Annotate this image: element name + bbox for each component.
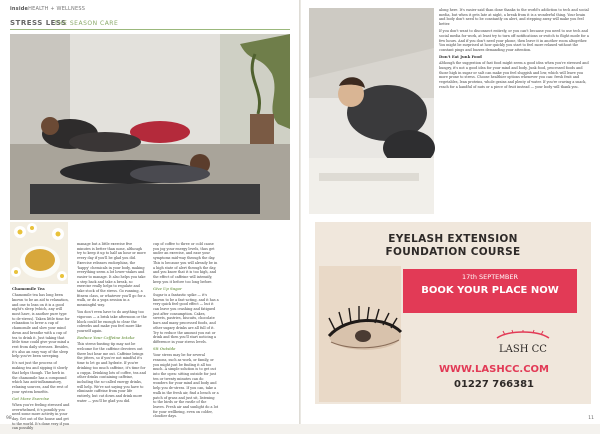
paragraph: When you're feeling stressed and overwhelmed, it's possibly you need some more activity in your day. Get out of the house and get to the world. It's done very if you can possibly — [12, 402, 70, 431]
subheading-exercise: Get More Exercise — [12, 396, 49, 401]
left-page — [0, 0, 299, 431]
subheading-chamomile: Chamomile Tea — [12, 286, 45, 291]
paragraph: It's not just the process of making tea and sipping it slowly that helps though. The herb in the chamomile has a compound which has anti-inflammatory, relaxing sources, and the rest of your system benefits. — [12, 361, 68, 394]
page-number: 11 — [588, 416, 594, 421]
paragraph: Your stress may be for several reasons, such as work, or family, or you might just be finding it all too much. A simple solution is to get out into the open: sitting outside for just ten or twenty minutes can do wonders for your mind and body and help you de-stress. If you can, take a walk in the fresh air, find a bench or a patch of grass and just sit, listening to the birds or the rustle of the leaves. Fresh air and sunlight do a lot for your wellbeing, even on colder, cloudier days. — [153, 353, 219, 419]
paragraph: along here. It's easier said than done thanks to the world's addiction to tech and social media, but when it gets late at night, a break from it is a wonderful thing. Your brain and body don't need to be constantly on alert, and stepping away will make you feel better. — [439, 8, 589, 27]
advert-website-link[interactable]: WWW.LASHCC.COM — [438, 364, 550, 375]
advert-title-line-2: FOUNDATION COURSE — [385, 246, 521, 258]
article-column-right — [439, 8, 589, 92]
chamomile-tea-photo — [10, 222, 68, 284]
section-rule — [10, 29, 290, 30]
section-tag: STRESS LESS — [10, 19, 67, 27]
eyelash-course-advert[interactable] — [315, 222, 591, 404]
yoga-class-photo — [10, 34, 290, 220]
paragraph: Sugar is a fantastic spike — it's known to be a fast-acting, and it has a very quick feel-good effect — but it can leave you crashing and fatigued just after consumption. Cakes, sweets, pastries, biscuits, chocolate bars and many processed foods, and other sugary drinks are all full of it. Try to reduce the amount you eat or drink and then you'll start noticing a difference in your stress levels. — [153, 292, 219, 344]
section-subtitle: THE SEASON CARE — [54, 20, 119, 27]
article-column-1 — [12, 286, 70, 434]
page-number: 98 — [6, 416, 12, 421]
paragraph: cup of coffee to three or cold cause you jog your energy levels, thus get under an exercise, and ease your symptoms mid-way through the day. This is because you will already be in a high state of alert through the day, and you know that it is too high, and the effect of caffeine will intensify, keep you it before too long before. — [153, 242, 218, 284]
paragraph: You don't even have to do anything too vigorous — a brisk take afternoon or the block could be enough to clear the cobwebs and make you feel more like yourself again. — [77, 310, 147, 334]
subheading-outside: Sit Outside — [153, 347, 176, 352]
paragraph: If you don't want to disconnect entirely, or you can't because you need to use tech and social media for work, at least try to turn off notifications or switch to flight mode for a few hours. And if you don't need your phone, then leave it in another room altogether. You might be surprised at how quickly you start to feel more relaxed without the constant pings and buzzes demanding your attention. — [439, 29, 589, 53]
subheading-caffeine: Reduce Your Caffeine Intake — [77, 336, 135, 341]
article-column-3 — [153, 242, 219, 421]
woman-relaxing-photo — [309, 8, 434, 214]
subheading-sugar: Give Up Sugar — [153, 286, 182, 291]
advert-title-line-1: EYELASH EXTENSION — [388, 233, 518, 245]
section-banner — [10, 19, 290, 31]
advert-phone-number[interactable]: 01227 766381 — [453, 379, 535, 390]
paragraph: manage but a little exercise five minutes is better than none, although try to keep it up to half an hour or more every day if you'll be glad you did. Exercise releases endorphins, the 'happy' chemicals in your body, making everything seem a lot lower-stakes and easier to manage. It also helps you take a step back and take a break, so exercise really helps to regulate and take stock of the stress. Go running, a fitness class, or whatever you'll go for a walk, or do a yoga session in a meaningful way. — [77, 242, 146, 308]
subheading-junk-food: Don't Eat Junk Food — [439, 54, 482, 60]
paragraph: This stress-busting tip may not be welcome for the caffeine devotees out there but hear me out. Caffeine brings the jitters, so if you're not mindful it's time to let go and hydrate. If you're drinking too much caffeine, it's time for a cuppa. Drinking lots of coffee, tea and other drinks containing caffeine, including the so-called energy drinks, will help. We're not saying you have to eliminate caffeine from your life entirely, but cut down and drink more water — you'll be glad you did. — [77, 342, 146, 403]
eye-lashes-image — [319, 266, 401, 402]
header-section: HEALTH + WELLNESS — [28, 6, 86, 12]
article-column-2 — [77, 242, 147, 406]
running-header — [10, 6, 290, 16]
paragraph: Although the suggestion of fast food might seem a good idea when you're stressed and hungry, it's not a good idea for your mind and body. Junk food, processed foods and those high in sugar or salt can make you feel sluggish and low, which will leave you more prone to stress. Choose healthier options whenever you can: fresh fruit and vegetables, lean proteins, whole grains and plenty of water. If you're craving a snack, reach for a handful of nuts or a piece of fruit instead — your body will thank you. — [439, 61, 589, 89]
advert-date: 17th SEPTEMBER — [462, 273, 518, 281]
advert-title — [315, 233, 591, 259]
book-place-cta[interactable]: BOOK YOUR PLACE NOW — [421, 285, 559, 296]
paragraph: Chamomile tea has long been known to be an aid to relaxation, and one to lean on it is a good night's sleep (which, any will most have, is another pure type to de-stress). Taken little time for relaxation to brew a cup of chamomile and slow your mind down and breathe with a cup of tea to drink it. Just taking that little time could give your mind a rest from daily stresses. Besides, it's also an easy way of the sleep help you've been sweeping. — [12, 293, 70, 359]
magazine-brand: inside — [10, 6, 29, 12]
lash-cc-logo — [491, 330, 555, 358]
logo-text: LASH CC — [499, 344, 547, 355]
right-page — [301, 0, 600, 424]
